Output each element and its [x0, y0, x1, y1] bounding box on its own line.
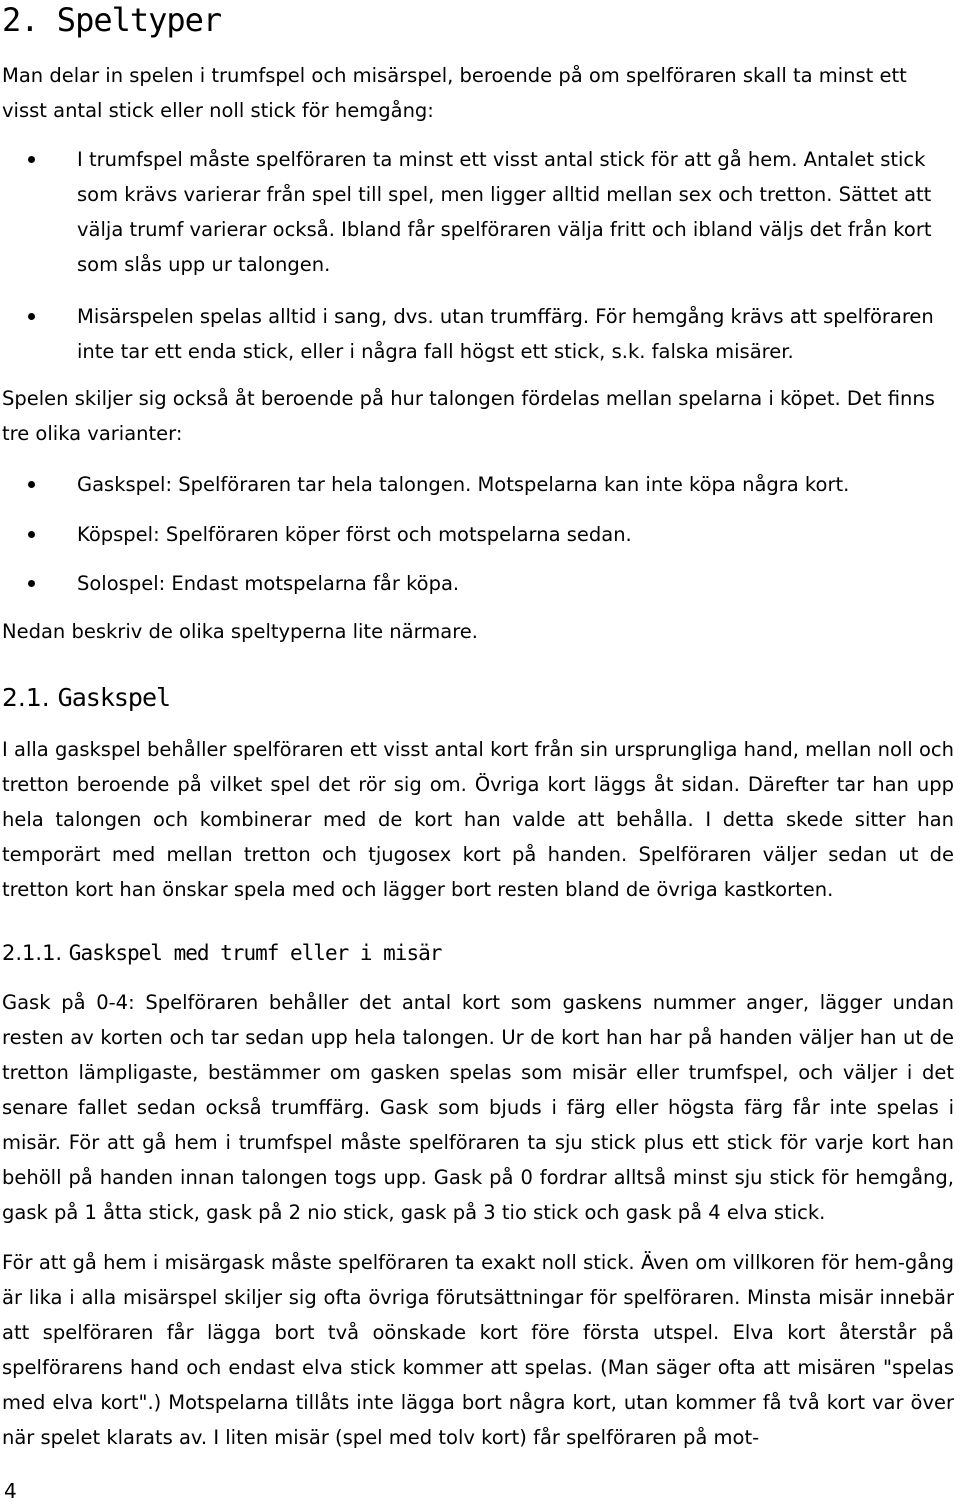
misar-paragraph: För att gå hem i misärgask måste spelföraren ta exakt noll stick. Även om villkoren för hem-gång är lika i alla misärspel skiljer sig ofta övriga förutsättningar för spelföraren. Minsta misär innebär att spelföraren får lägga bort två oönskade kort före första utspel. Elva kort återstår på spelförarens hand och endast elva stick kommer att spelas. (Man säger ofta att misären "spelas med elva kort".) Motspelarna tillåts inte lägga bort några kort, utan kommer få två kort var över när spelet klarats av. I liten misär (spel med tolv kort) får spelföraren på mot-: [2, 1251, 954, 1449]
gask-rules-paragraph: Gask på 0-4: Spelföraren behåller det antal kort som gaskens nummer anger, lägger undan resten av korten och tar sedan upp hela talongen. Ur de kort han har på handen väljer han ut de tretton lämpligaste, bestämmer om gasken spelas som misär eller trumfspel, och väljer i det senare fallet sedan också trumffärg. Gask som bjuds i färg eller högsta färg får inte spelas i misär. För att gå hem i trumfspel måste spelföraren ta sju stick plus ett stick för varje kort han behöll på handen innan talongen togs upp. Gask på 0 fordrar alltså minst sju stick för hemgång, gask på 1 åtta stick, gask på 2 nio stick, gask på 3 tio stick och gask på 4 elva stick.: [2, 991, 954, 1224]
overview-paragraph: Nedan beskriv de olika speltyperna lite närmare.: [2, 620, 478, 643]
bullet-icon: [28, 313, 35, 320]
list-item-text: Köpspel: Spelföraren köper först och motspelarna sedan.: [77, 523, 632, 546]
variants-paragraph: Spelen skiljer sig också åt beroende på hur talongen fördelas mellan spelarna i köpet. Det finns tre olika varianter:: [2, 387, 935, 445]
bullet-icon: [28, 156, 35, 163]
bullet-icon: [28, 481, 35, 488]
subsection-heading: [2, 682, 170, 714]
list-item-text: I trumfspel måste spelföraren ta minst ett visst antal stick för att gå hem. Antalet stick som krävs varierar från spel till spel, men ligger alltid mellan sex och tretton. Sättet att välja trumf varierar också. Ibland får spelföraren välja fritt och ibland väljs det från kort som slås upp ur talongen.: [77, 148, 932, 276]
subsubsection-number: 2.1.1.: [2, 941, 63, 965]
section-heading: 2. Speltyper: [2, 1, 222, 39]
list-item-text: Solospel: Endast motspelarna får köpa.: [77, 572, 460, 595]
gaskspel-paragraph: I alla gaskspel behåller spelföraren ett visst antal kort från sin ursprungliga hand, mellan noll och tretton beroende på vilket spel det rör sig om. Övriga kort läggs åt sidan. Därefter tar han upp hela talongen och kombinerar med de kort han valde att behålla. I detta skede sitter han temporärt med mellan tretton och tjugosex kort på handen. Spelföraren väljer sedan ut de tretton kort han önskar spela med och lägger bort resten bland de övriga kastkorten.: [2, 738, 954, 901]
list-item-text: Misärspelen spelas alltid i sang, dvs. utan trumffärg. För hemgång krävs att spelföraren inte tar ett enda stick, eller i några fall högst ett stick, s.k. falska misärer.: [77, 305, 934, 363]
subsection-number: 2.1.: [2, 683, 50, 712]
subsubsection-title: Gaskspel med trumf eller i misär: [68, 941, 442, 965]
intro-paragraph: Man delar in spelen i trumfspel och misärspel, beroende på om spelföraren skall ta minst ett visst antal stick eller noll stick för hemgång:: [2, 64, 907, 122]
page-number: 4: [4, 1479, 17, 1503]
bullet-icon: [28, 531, 35, 538]
list-item-text: Gaskspel: Spelföraren tar hela talongen. Motspelarna kan inte köpa några kort.: [77, 473, 850, 496]
subsubsection-heading: [2, 938, 441, 968]
bullet-icon: [28, 580, 35, 587]
subsection-title: Gaskspel: [57, 683, 171, 712]
